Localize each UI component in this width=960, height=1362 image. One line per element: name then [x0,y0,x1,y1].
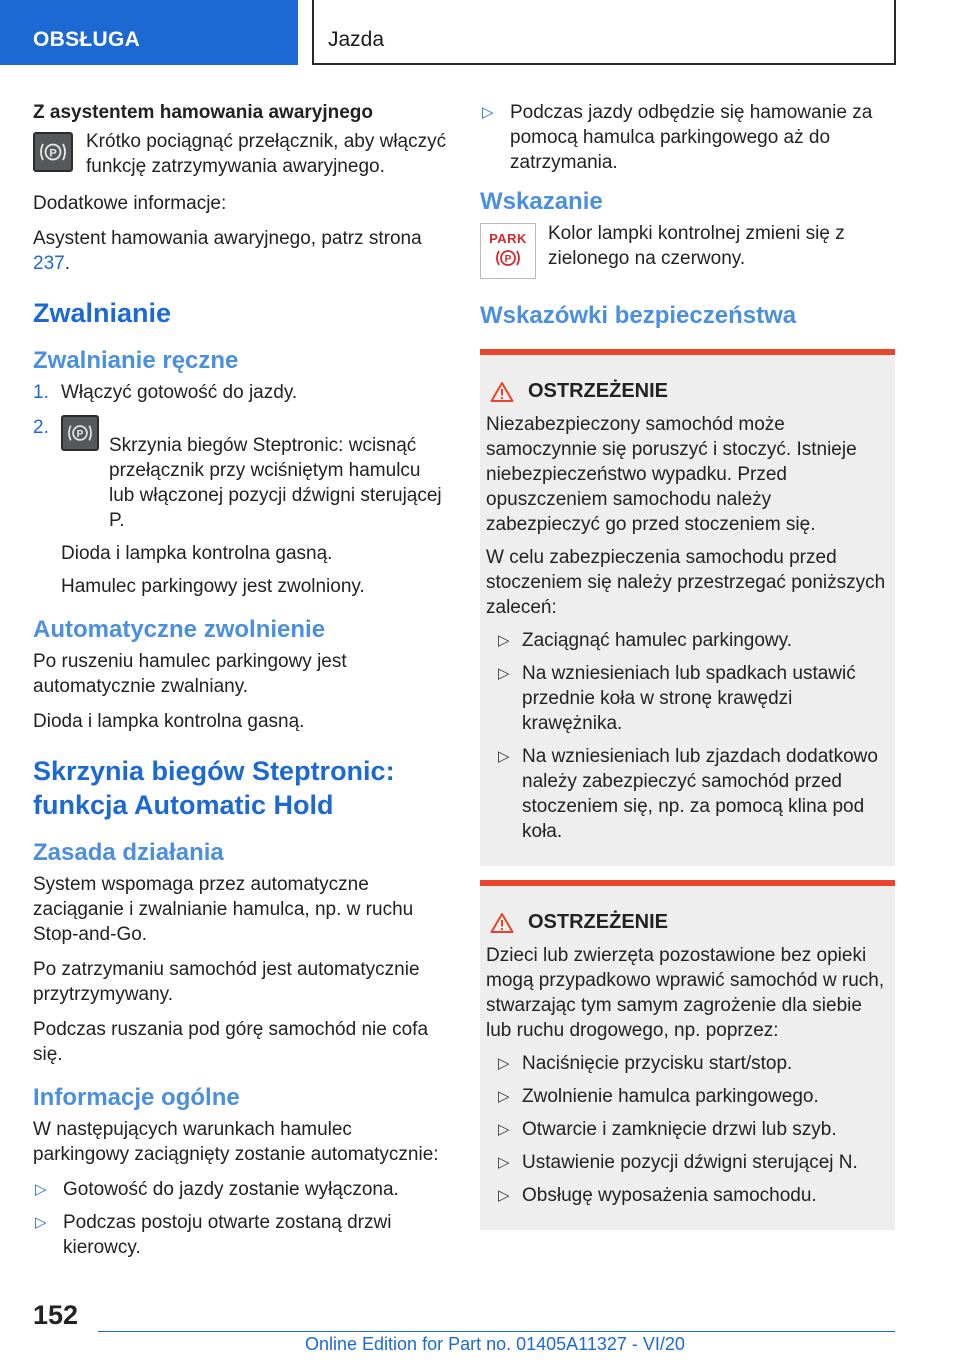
manual-release-heading: Zwalnianie ręczne [33,347,239,374]
assist-label: Z asystentem hamowania awaryjnego [33,102,374,123]
header-chapter-label: Jazda [328,28,385,51]
principle-text: Po zatrzymaniu samochód jest automatycznie przytrzymywany. [33,959,420,1005]
principle-text: Podczas ruszania pod górę samochód nie cofa się. [33,1019,429,1065]
step-item [33,415,448,599]
triangle-bullet-icon: ▷ [35,1214,47,1231]
general-info-text: W następujących warunkach hamulec parkingowy zaciągnięty zostanie automatycznie: [33,1119,439,1165]
park-icon-label: PARK [489,231,527,246]
svg-text:P: P [76,429,84,441]
extra-text-prefix: Asystent hamowania awaryjnego, patrz strona [33,228,422,249]
release-steps [33,380,448,599]
list-item: ▷ Gotowość do jazdy zostanie wyłączona. [35,1179,399,1200]
step-number: 1. [33,382,49,403]
warning-triangle-icon [490,912,514,934]
step-text: Włączyć gotowość do jazdy. [61,382,298,403]
step-note: Dioda i lampka kontrolna gasną. [61,543,333,564]
list-item: ▷ Ustawienie pozycji dźwigni sterującej N. [498,1152,858,1173]
warning-text: W celu zabezpieczenia samochodu przed stoczeniem się należy przestrzegać poniższych zaleceń: [486,547,886,618]
list-item: ▷ Obsługę wyposażenia samochodu. [498,1185,817,1206]
principle-heading: Zasada działania [33,839,224,866]
triangle-bullet-icon: ▷ [498,1154,510,1171]
indicator-heading: Wskazanie [480,188,603,215]
list-item: ▷ Zwolnienie hamulca parkingowego. [498,1086,819,1107]
step-note: Hamulec parkingowy jest zwolniony. [61,576,365,597]
assist-text: Krótko pociągnąć przełącznik, aby włączyć funkcję zatrzymywania awaryjnego. [86,131,447,177]
general-info-heading: Informacje ogólne [33,1084,240,1111]
triangle-bullet-icon: ▷ [498,1187,510,1204]
footer-divider [98,1331,895,1332]
step-text: Skrzynia biegów Steptronic: wcisnąć przełącznik przy wciśniętym hamulcu lub włączonej pozycji dźwigni sterującej P. [109,435,442,531]
warning-text: Dzieci lub zwierzęta pozostawione bez opieki mogą przypadkowo wprawić samochód w ruch, stwarzając tym samym zagrożenie dla siebie lub ruchu drogowego, np. poprzez: [486,945,885,1041]
indicator-text: Kolor lampki kontrolnej zmieni się z zielonego na czerwony. [548,223,845,269]
svg-text:P: P [49,147,57,160]
list-item: ▷ Na wzniesieniach lub spadkach ustawić przednie koła w stronę krawędzi krawężnika. [498,663,856,734]
warning-box [480,880,895,1230]
triangle-bullet-icon: ▷ [498,1055,510,1072]
list-item: ▷ Podczas jazdy odbędzie się hamowanie za pomocą hamulca parkingowego aż do zatrzymania. [482,102,873,173]
header-section-label: OBSŁUGA [33,28,141,51]
footer-edition: Online Edition for Part no. 01405A11327 - VI/20 [305,1334,685,1354]
header-chapter-tab [312,0,896,65]
list-item: ▷ Otwarcie i zamknięcie drzwi lub szyb. [498,1119,837,1140]
extra-label: Dodatkowe informacje: [33,193,227,214]
warning-triangle-icon [490,381,514,403]
auto-release-heading: Automatyczne zwolnienie [33,616,326,643]
page-link-237[interactable]: 237 [33,253,65,274]
warning-title [486,910,889,935]
triangle-bullet-icon: ▷ [498,632,510,649]
safety-heading: Wskazówki bezpieczeństwa [480,302,797,329]
extra-text-suffix: . [64,253,70,274]
triangle-bullet-icon: ▷ [35,1181,47,1198]
triangle-bullet-icon: ▷ [498,748,510,765]
triangle-bullet-icon: ▷ [482,104,494,121]
step-number: 2. [33,417,49,438]
warning-title [486,379,889,404]
list-item: ▷ Podczas postoju otwarte zostaną drzwi kierowcy. [35,1212,392,1258]
parking-brake-switch-icon [61,415,99,451]
indicator-info [480,221,895,279]
assist-instruction [33,129,448,179]
general-info-list [33,1177,448,1260]
triangle-bullet-icon: ▷ [498,1088,510,1105]
list-item: ▷ Na wzniesieniach lub zjazdach dodatkowo należy zabezpieczyć samochód przed stoczeniem się, np. za pomocą klina pod koła. [498,746,878,842]
page-number: 152 [33,1300,79,1330]
extra-info [33,226,448,276]
warning-box [480,349,895,866]
warning-text: Niezabezpieczony samochód może samoczynnie się poruszyć i stoczyć. Istnieje niebezpieczeństwo wypadku. Przed opuszczeniem samochodu należy zabezpieczyć go przed stoczeniem się. [486,414,857,535]
triangle-bullet-icon: ▷ [498,1121,510,1138]
principle-text: System wspomaga przez automatyczne zaciąganie i zwalnianie hamulca, np. w ruchu Stop-and-Go. [33,874,414,945]
step-item [33,380,448,405]
list-item: ▷ Zaciągnąć hamulec parkingowy. [498,630,793,651]
header-section-tab [0,0,298,65]
automatic-hold-heading: Skrzynia biegów Steptronic: funkcja Automatic Hold [33,756,395,820]
release-heading: Zwalnianie [33,298,172,328]
right-column [480,100,895,1244]
triangle-bullet-icon: ▷ [498,665,510,682]
auto-release-text: Po ruszeniu hamulec parkingowy jest automatycznie zwalniany. [33,651,347,697]
parking-brake-switch-icon [33,132,73,172]
list-item: ▷ Naciśnięcie przycisku start/stop. [498,1053,793,1074]
auto-release-text: Dioda i lampka kontrolna gasną. [33,711,305,732]
left-column [33,100,448,1270]
park-indicator-icon [480,223,536,279]
warning-list [486,628,889,844]
svg-text:P: P [504,254,512,265]
warning-list [486,1051,889,1208]
general-info-list-continued [480,100,895,175]
warning-title-text: OSTRZEŻENIE [528,380,669,402]
warning-title-text: OSTRZEŻENIE [528,911,669,933]
